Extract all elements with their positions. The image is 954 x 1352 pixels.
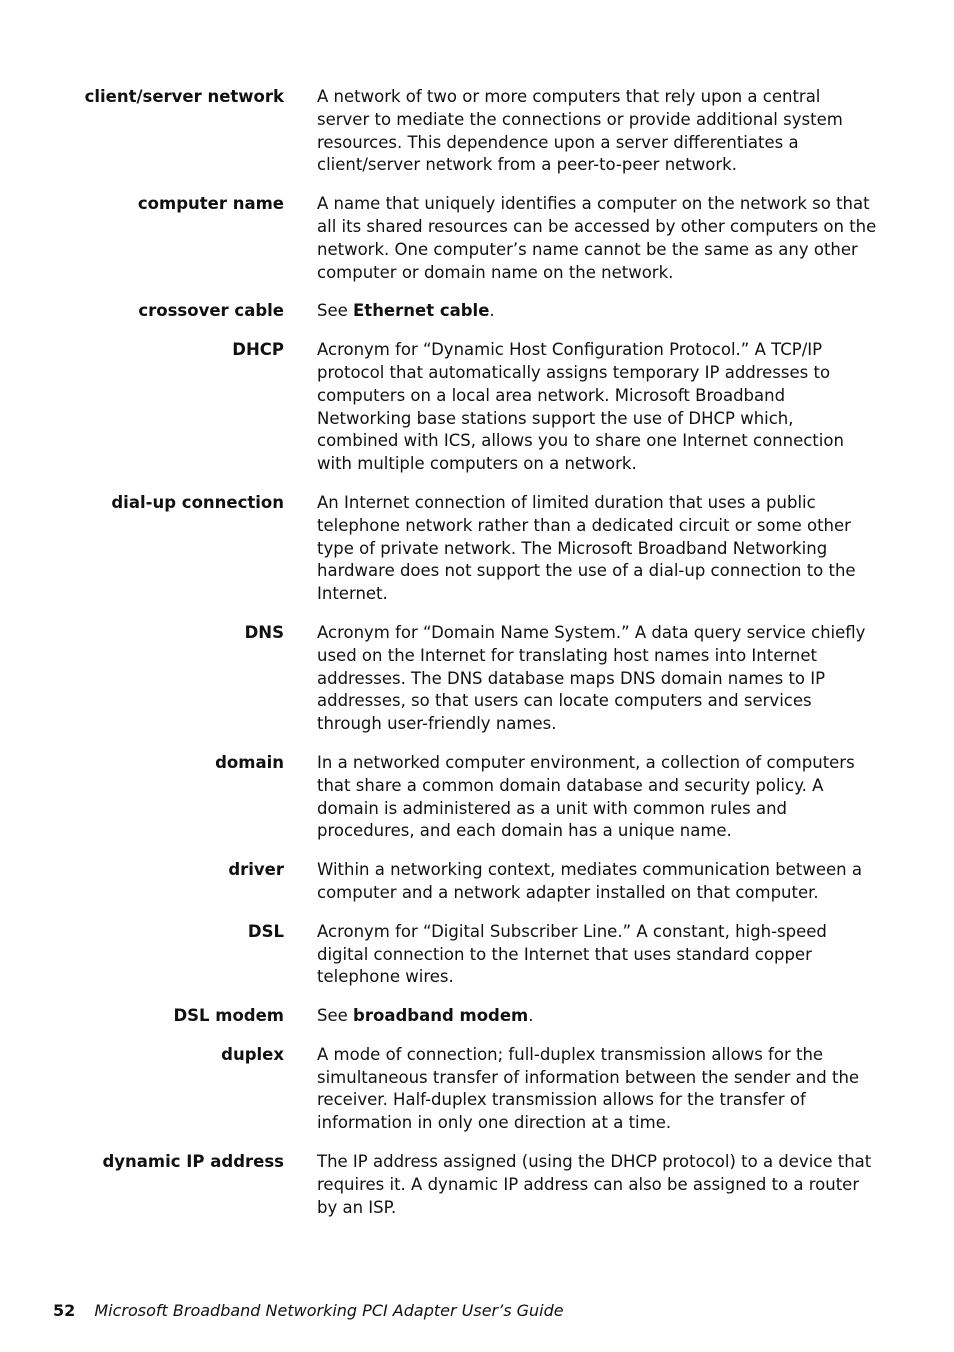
glossary-definition — [317, 300, 877, 323]
glossary-list — [0, 86, 954, 1235]
glossary-term: dynamic IP address — [102, 1152, 284, 1172]
glossary-definition: Acronym for “Dynamic Host Configuration Protocol.” A TCP/IP protocol that automatically assigns temporary IP addresses to computers on a local area network. Microsoft Broadband Networking base stations support the use of DHCP which, combined with ICS, allows you to share one Internet connection with multiple computers on a network. — [317, 340, 844, 474]
glossary-entry — [0, 193, 954, 284]
glossary-definition: A mode of connection; full-duplex transmission allows for the simultaneous transfer of information between the sender and the receiver. Half-duplex transmission allows for the transfer of information in only one direction at a time. — [317, 1044, 860, 1133]
glossary-definition: An Internet connection of limited duration that uses a public telephone network rather than a dedicated circuit or some other type of private network. The Microsoft Broadband Networking hardware does not support the use of a dial-up connection to the Internet. — [317, 492, 856, 604]
glossary-term: client/server network — [84, 87, 284, 106]
glossary-definition: Acronym for “Domain Name System.” A data query service chiefly used on the Internet for translating host names into Internet addresses. The DNS database maps DNS domain names to IP addresses, so that users can locate computers and services through user-friendly names. — [317, 622, 866, 734]
glossary-entry — [0, 752, 954, 843]
glossary-term: domain — [215, 752, 284, 772]
glossary-definition: The IP address assigned (using the DHCP protocol) to a device that requires it. A dynamic IP address can also be assigned to a router by an ISP. — [317, 1152, 872, 1217]
glossary-term: DHCP — [232, 340, 284, 360]
glossary-term: DSL — [247, 921, 284, 941]
document-title: Microsoft Broadband Networking PCI Adapter User’s Guide — [94, 1301, 564, 1320]
glossary-term: dial-up connection — [111, 492, 284, 512]
cross-reference-link[interactable]: broadband modem — [353, 1006, 529, 1026]
glossary-term: duplex — [221, 1044, 284, 1064]
glossary-entry — [0, 86, 954, 177]
glossary-entry — [0, 622, 954, 736]
glossary-term: DNS — [244, 622, 284, 642]
page-footer — [53, 1300, 564, 1322]
glossary-entry — [0, 859, 954, 905]
page-number: 52 — [53, 1301, 76, 1320]
glossary-definition: In a networked computer environment, a collection of computers that share a common domain database and security policy. A domain is administered as a unit with common rules and procedures, and each domain has a unique name. — [317, 752, 855, 841]
glossary-definition — [317, 1005, 877, 1028]
glossary-term: driver — [228, 860, 284, 880]
glossary-entry — [0, 339, 954, 476]
glossary-entry — [0, 300, 954, 323]
glossary-entry — [0, 1044, 954, 1135]
glossary-definition: A name that uniquely identifies a computer on the network so that all its shared resources can be accessed by other computers on the network. One computer’s name cannot be the same as any other computer or domain name on the network. — [317, 194, 877, 282]
see-prefix: See — [317, 301, 354, 321]
glossary-entry — [0, 1005, 954, 1028]
see-suffix: . — [489, 301, 495, 321]
glossary-entry — [0, 492, 954, 606]
see-suffix: . — [528, 1006, 534, 1026]
cross-reference-link[interactable]: Ethernet cable — [353, 301, 490, 321]
see-prefix: See — [317, 1006, 354, 1026]
glossary-term: DSL modem — [173, 1006, 284, 1026]
glossary-entry — [0, 921, 954, 989]
glossary-definition: Acronym for “Digital Subscriber Line.” A constant, high-speed digital connection to the Internet that uses standard copper telephone wires. — [317, 921, 827, 987]
glossary-definition: Within a networking context, mediates communication between a computer and a network adapter installed on that computer. — [317, 860, 862, 902]
glossary-term: crossover cable — [138, 301, 284, 321]
glossary-term: computer name — [137, 194, 284, 214]
glossary-definition: A network of two or more computers that rely upon a central server to mediate the connections or provide additional system resources. This dependence upon a server differentiates a client/server network from a peer-to-peer network. — [317, 87, 843, 175]
glossary-entry — [0, 1151, 954, 1219]
